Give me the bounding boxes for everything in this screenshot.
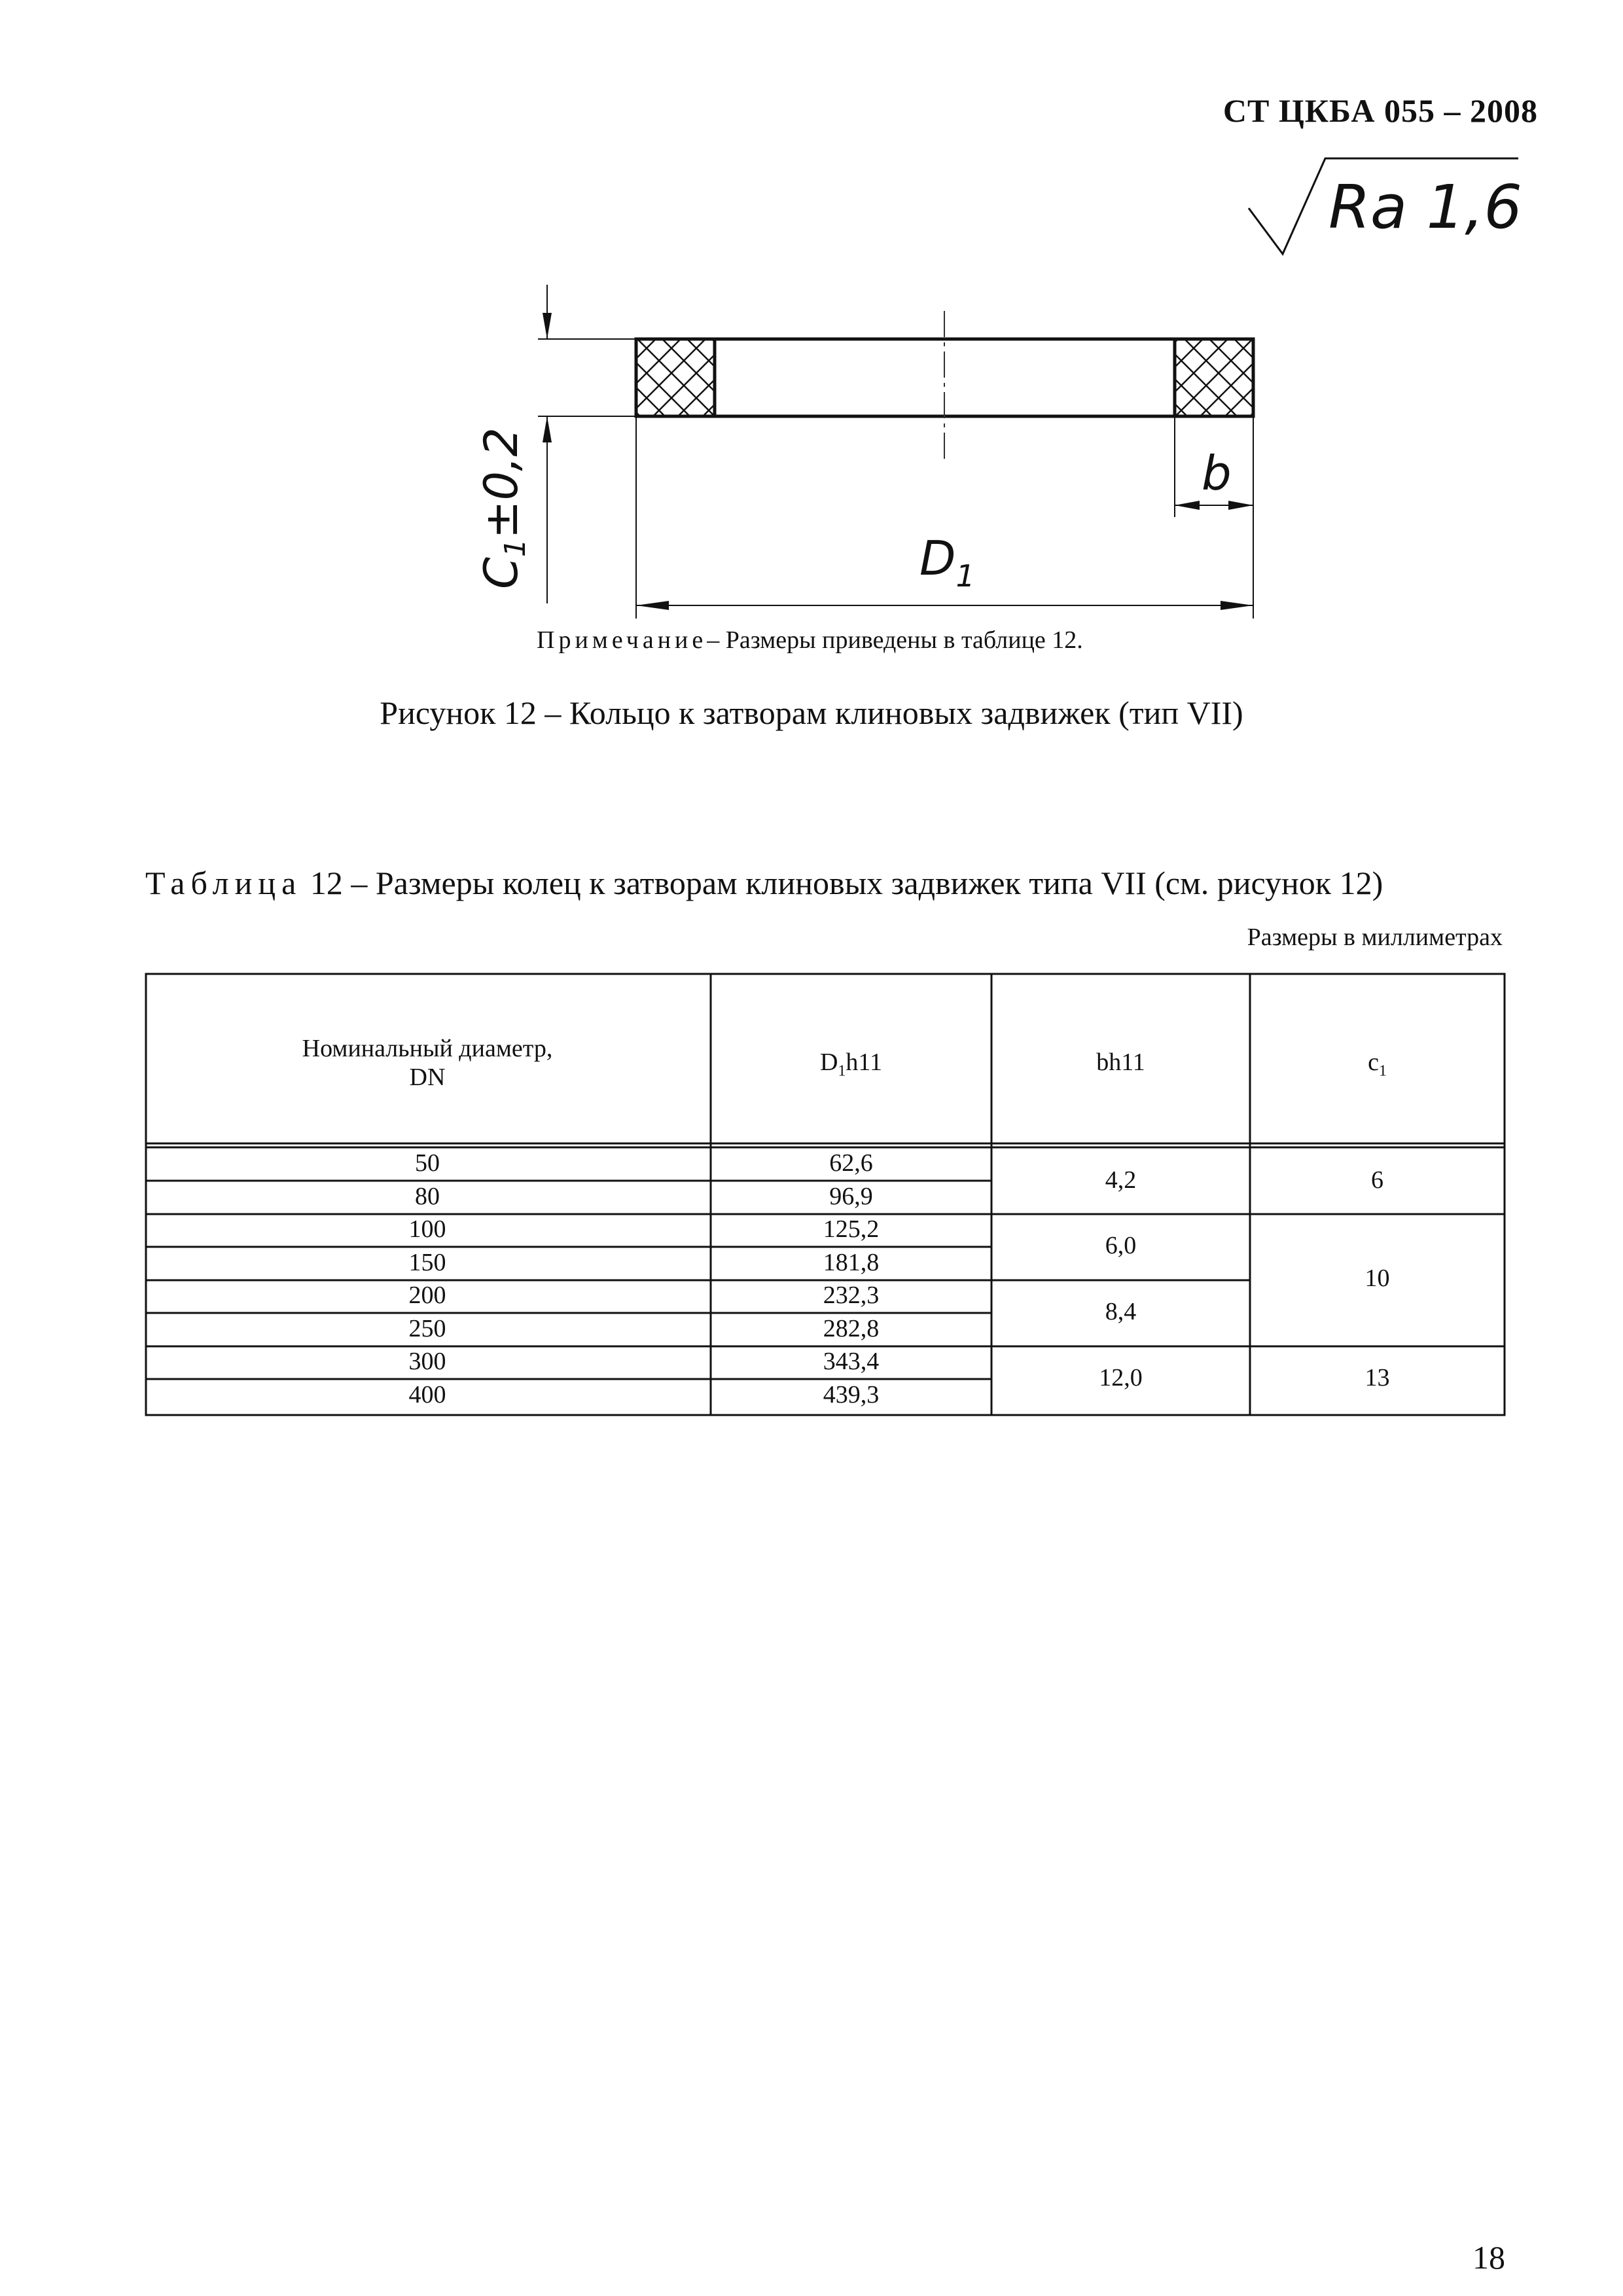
cell-d1: 96,9: [829, 1183, 873, 1210]
header-dn-line2: DN: [409, 1064, 446, 1091]
page-number: 18: [1472, 2239, 1505, 2276]
cell-dn: 300: [408, 1348, 446, 1375]
roughness-symbol: [1249, 158, 1522, 254]
header-c1: $c_1$: [1368, 1049, 1387, 1080]
table-caption-lead: Таблица: [145, 865, 302, 901]
svg-text:b: b: [1202, 446, 1232, 501]
cell-d1: 439,3: [823, 1381, 880, 1408]
table-caption: [145, 864, 1383, 902]
note-lead: Примечание: [537, 626, 707, 654]
header-d1: $D_1h11$: [819, 1049, 883, 1080]
cell-b: 6,0: [1105, 1232, 1137, 1259]
cell-dn: 50: [415, 1149, 440, 1177]
cell-dn: 400: [408, 1381, 446, 1408]
table-units: Размеры в миллиметрах: [1247, 924, 1503, 951]
cell-d1: 343,4: [823, 1348, 880, 1375]
cell-d1: 62,6: [829, 1149, 873, 1177]
cell-c1: 13: [1364, 1364, 1390, 1391]
cell-dn: 250: [408, 1315, 446, 1342]
cell-d1: 125,2: [823, 1215, 880, 1243]
cell-d1: 232,3: [823, 1282, 880, 1309]
svg-text:D1: $D_1$: [919, 531, 975, 594]
dimension-b: [1175, 416, 1253, 517]
figure-note: [537, 626, 1083, 655]
cell-b: 12,0: [1099, 1364, 1143, 1391]
cell-b: 4,2: [1105, 1166, 1137, 1194]
cell-d1: 282,8: [823, 1315, 880, 1342]
svg-text:С1±0,2: С1±0,2: [474, 427, 532, 589]
figure-caption: Рисунок 12 – Кольцо к затворам клиновых задвижек (тип VII): [380, 694, 1243, 731]
ring-section: [636, 311, 1253, 461]
cell-dn: 80: [415, 1183, 440, 1210]
dimension-c1: [474, 285, 636, 603]
technical-drawing: [0, 0, 1623, 655]
note-text: – Размеры приведены в таблице 12.: [707, 626, 1083, 654]
header-dn-line1: Номинальный диаметр,: [302, 1035, 553, 1062]
header-nominal-diameter: [144, 1034, 711, 1092]
cell-dn: 150: [408, 1249, 446, 1276]
cell-b: 8,4: [1105, 1298, 1137, 1325]
roughness-label: Ra 1,6: [1329, 172, 1522, 242]
cell-c1: 10: [1364, 1265, 1390, 1292]
header-b: bh11: [1096, 1049, 1145, 1076]
cell-d1: 181,8: [823, 1249, 880, 1276]
cell-dn: 100: [408, 1215, 446, 1243]
ring-hatch-left: [636, 339, 715, 416]
document-code: СТ ЦКБА 055 – 2008: [1222, 92, 1538, 129]
cell-dn: 200: [408, 1282, 446, 1309]
cell-c1: 6: [1371, 1166, 1383, 1194]
ring-hatch-right: [1175, 339, 1253, 416]
table-caption-text: 12 – Размеры колец к затворам клиновых задвижек типа VII (см. рисунок 12): [302, 865, 1383, 901]
dimensions-table: [144, 972, 1507, 1417]
